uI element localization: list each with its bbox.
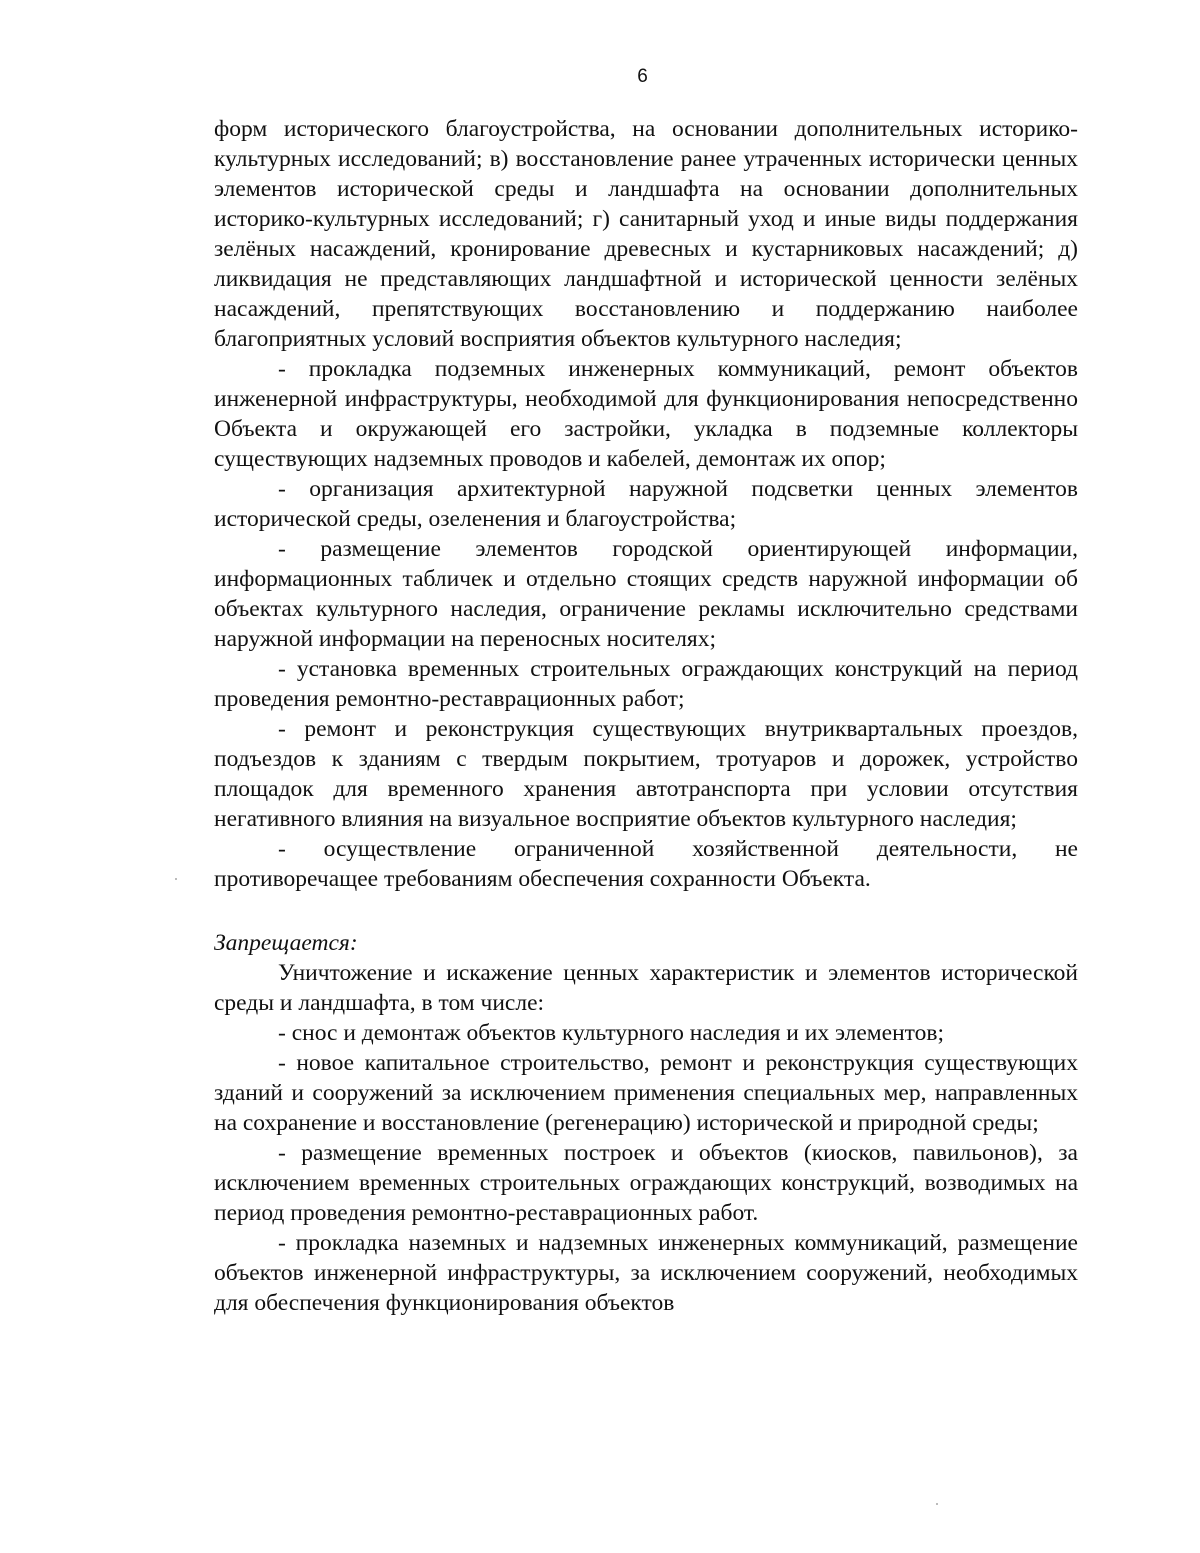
list-item-limited-economic-activity: - осуществление ограниченной хозяйственной деятельности, не противоречащее требованиям обеспечения сохранности Объекта. [214, 836, 1078, 892]
list-item-orientation-information: - размещение элементов городской ориентирующей информации, информационных табличек и отдельно стоящих средств наружной информации об объектах культурного наследия, ограничение рекламы исключительно средствами наружной информации на переносных носителях; [214, 536, 1078, 652]
document-body [214, 114, 1078, 1318]
prohibited-intro: Уничтожение и искажение ценных характеристик и элементов исторической среды и ландшафта, в том числе: [214, 960, 1078, 1016]
list-item-underground-utilities: - прокладка подземных инженерных коммуникаций, ремонт объектов инженерной инфраструктуры, необходимой для функционирования непосредственно Объекта и окружающей его застройки, укладка в подземные коллекторы существующих надземных проводов и кабелей, демонтаж их опор; [214, 356, 1078, 472]
list-item-temporary-fencing: - установка временных строительных ограждающих конструкций на период проведения ремонтно-реставрационных работ; [214, 656, 1078, 712]
prohibited-item-aboveground-utilities: - прокладка наземных и надземных инженерных коммуникаций, размещение объектов инженерной инфраструктуры, за исключением сооружений, необходимых для обеспечения функционирования объектов [214, 1230, 1078, 1316]
section-spacer [214, 894, 1078, 928]
scan-artifact [175, 878, 177, 880]
prohibited-item-demolition: - снос и демонтаж объектов культурного наследия и их элементов; [278, 1020, 944, 1046]
section-heading-prohibited: Запрещается: [214, 930, 358, 956]
list-item-roads-repair: - ремонт и реконструкция существующих внутриквартальных проездов, подъездов к зданиям с твердым покрытием, тротуаров и дорожек, устройство площадок для временного хранения автотранспорта при условии отсутствия негативного влияния на визуальное восприятие объектов культурного наследия; [214, 716, 1078, 832]
prohibited-item-new-construction: - новое капитальное строительство, ремонт и реконструкция существующих зданий и сооружений за исключением применения специальных мер, направленных на сохранение и восстановление (регенерацию) исторической и природной среды; [214, 1050, 1078, 1136]
list-item-architectural-lighting: - организация архитектурной наружной подсветки ценных элементов исторической среды, озеленения и благоустройства; [214, 476, 1078, 532]
scan-artifact [936, 1503, 938, 1505]
prohibited-item-temporary-buildings: - размещение временных построек и объектов (киосков, павильонов), за исключением временных строительных ограждающих конструкций, возводимых на период проведения ремонтно-реставрационных работ. [214, 1140, 1078, 1226]
page-number: 6 [637, 66, 648, 87]
paragraph-continuation: форм исторического благоустройства, на основании дополнительных историко-культурных исследований; в) восстановление ранее утраченных исторически ценных элементов исторической среды и ландшафта на основании дополнительных историко-культурных исследований; г) санитарный уход и иные виды поддержания зелёных насаждений, кронирование древесных и кустарниковых насаждений; д) ликвидация не представляющих ландшафтной и исторической ценности зелёных насаждений, препятствующих восстановлению и поддержанию наиболее благоприятных условий восприятия объектов культурного наследия; [214, 116, 1078, 352]
